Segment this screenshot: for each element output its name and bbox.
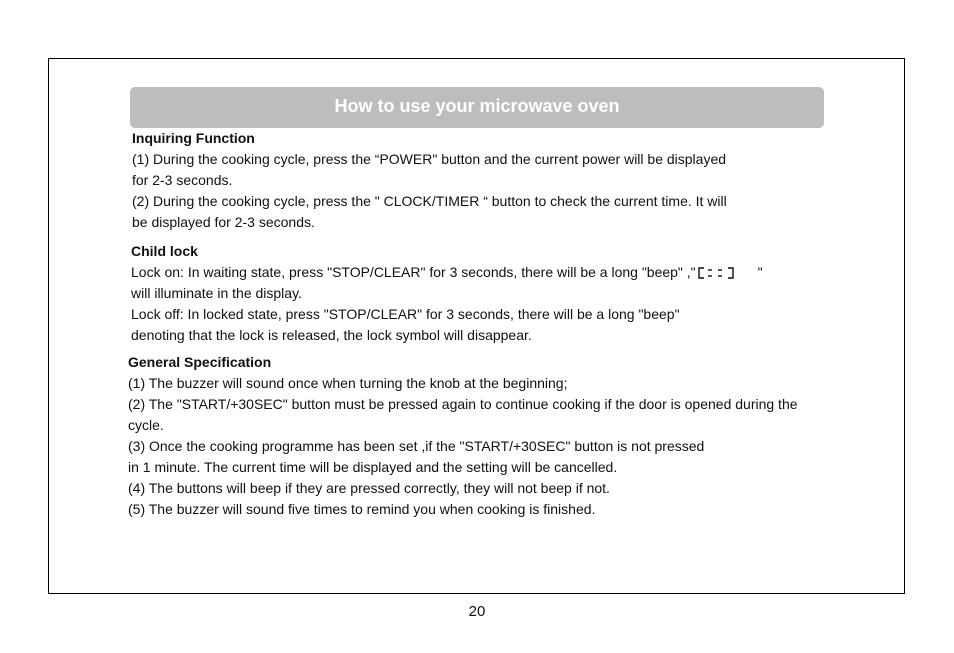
child-lock-line: denoting that the lock is released, the lock symbol will disappear. [131,327,532,343]
lock-display-icon [698,267,756,279]
section-banner [130,87,824,128]
inquiring-line: (1) During the cooking cycle, press the “POWER" button and the current power will be displayed [132,151,727,167]
child-lock-line [131,262,763,283]
inquiring-line: be displayed for 2-3 seconds. [132,214,315,230]
inquiring-heading: Inquiring Function [132,130,255,146]
inquiring-function-section [132,128,727,233]
general-line: cycle. [128,417,164,433]
inquiring-line: for 2-3 seconds. [132,172,233,188]
child-lock-heading: Child lock [131,243,198,259]
general-line: (4) The buttons will beep if they are pressed correctly, they will not beep if not. [128,480,610,496]
banner-title: How to use your microwave oven [334,96,620,116]
general-line: in 1 minute. The current time will be displayed and the setting will be cancelled. [128,459,618,475]
general-line: (3) Once the cooking programme has been set ,if the "START/+30SEC" button is not pressed [128,438,705,454]
general-specification-section [128,352,798,520]
general-heading: General Specification [128,354,272,370]
general-line: (1) The buzzer will sound once when turning the knob at the beginning; [128,375,568,391]
child-lock-text-end: " [757,264,763,280]
child-lock-line: will illuminate in the display. [131,285,302,301]
child-lock-text: Lock on: In waiting state, press "STOP/CLEAR" for 3 seconds, there will be a long "beep" ," [131,264,696,280]
child-lock-section [131,241,763,346]
general-line: (2) The "START/+30SEC" button must be pressed again to continue cooking if the door is opened during the [128,396,798,412]
general-line: (5) The buzzer will sound five times to remind you when cooking is finished. [128,501,596,517]
page-number: 20 [468,603,486,620]
inquiring-line: (2) During the cooking cycle, press the " CLOCK/TIMER “ button to check the current time. It will [132,193,727,209]
child-lock-line: Lock off: In locked state, press "STOP/CLEAR" for 3 seconds, there will be a long "beep" [131,306,680,322]
